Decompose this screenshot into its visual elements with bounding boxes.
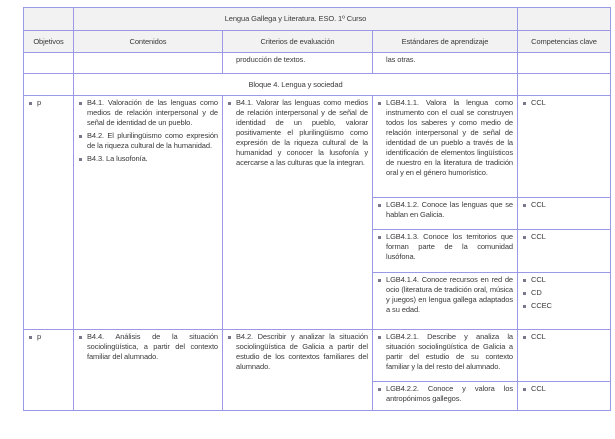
col-header-competencias: Competencias clave: [518, 31, 611, 53]
estandar-cell: [373, 230, 518, 273]
competencias-cell: [518, 382, 611, 411]
estandar-cell: [373, 273, 518, 330]
curriculum-table: [23, 7, 611, 411]
col-header-contenidos: Contenidos: [74, 31, 223, 53]
estandar-text: LGB4.1.1. Valora la lengua como instrumento con el cual se construyen todos los saberes y como medio de relación interpersonal y de señal de identidad de un pueblo a través de la identificación de elementos lingüísticos de nuestro en la literatura de tradición oral y en el género humorístico.: [386, 98, 513, 177]
cont-estandares-text: las otras.: [386, 55, 416, 64]
estandar-text: LGB4.1.4. Conoce recursos en red de ocio (literatura de tradición oral, música y juegos) en lengua gallega adaptados a su edad.: [386, 275, 513, 314]
estandar-cell: [373, 330, 518, 382]
bullet-icon: [79, 102, 82, 105]
list-item: [78, 131, 218, 151]
list-item: [522, 200, 606, 210]
competencia-text: CD: [531, 288, 542, 297]
bullet-icon: [523, 204, 526, 207]
estandar-text: LGB4.2.1. Describe y analiza la situación sociolingüística de Galicia a partir del estudio de su contexto familiar y la del resto del alumnado.: [386, 332, 513, 371]
competencia-text: CCL: [531, 98, 546, 107]
criterios-cell: [223, 330, 373, 411]
estandar-cell: [373, 96, 518, 198]
bullet-icon: [523, 236, 526, 239]
objetivos-cell: [24, 96, 74, 330]
estandar-cell: [373, 198, 518, 230]
bullet-icon: [523, 388, 526, 391]
list-item: [522, 275, 606, 285]
objetivos-cell: [24, 330, 74, 411]
criterio-text: B4.1. Valorar las lenguas como medios de relación interpersonal y de señal de identidad de un pueblo, valorar positivamente el plurilingüismo como expresión de la riqueza cultural de la humanidad y conocer la lusofonía y acercarse a las culturas que la integran.: [236, 98, 368, 167]
list-item: [377, 384, 513, 404]
table-title: Lengua Gallega y Literatura. ESO. 1º Curso: [74, 8, 518, 31]
list-item: [522, 384, 606, 394]
bullet-icon: [523, 279, 526, 282]
list-item: [28, 98, 69, 108]
list-item: [522, 332, 606, 342]
contenido-text: B4.1. Valoración de las lenguas como medios de relación interpersonal y de señal de identidad de un pueblo.: [87, 98, 218, 127]
criterio-text: B4.2. Describir y analizar la situación sociolingüística de Galicia a partir del estudio de los contextos familiares del alumnado.: [236, 332, 368, 371]
competencias-cell: [518, 198, 611, 230]
list-item: [227, 98, 368, 168]
bullet-icon: [79, 336, 82, 339]
competencias-cell: [518, 273, 611, 330]
title-row-empty-left: [24, 8, 74, 31]
list-item: [377, 98, 513, 178]
bullet-icon: [228, 336, 231, 339]
cont-criterios-text: producción de textos.: [236, 55, 306, 64]
cont-estandares-cell: [373, 53, 518, 74]
list-item: [227, 332, 368, 372]
objetivo-text: p: [37, 332, 42, 341]
col-header-criterios: Criterios de evaluación: [223, 31, 373, 53]
bullet-icon: [29, 336, 32, 339]
bloque-row-empty-right: [518, 74, 611, 96]
contenidos-cell: [74, 96, 223, 330]
competencia-text: CCL: [531, 332, 546, 341]
list-item: [78, 332, 218, 362]
bullet-icon: [378, 279, 381, 282]
col-header-objetivos: Objetivos: [24, 31, 74, 53]
col-header-estandares: Estándares de aprendizaje: [373, 31, 518, 53]
cont-contenidos-cell: [74, 53, 223, 74]
bloque-header: Bloque 4. Lengua y sociedad: [74, 74, 518, 96]
competencia-text: CCL: [531, 200, 546, 209]
competencias-cell: [518, 330, 611, 382]
competencia-text: CCL: [531, 384, 546, 393]
bullet-icon: [378, 388, 381, 391]
contenido-text: B4.4. Análisis de la situación sociolingüística, a partir del contexto familiar del alumnado.: [87, 332, 218, 361]
estandar-text: LGB4.2.2. Conoce y valora los antropónimos gallegos.: [386, 384, 513, 403]
bullet-icon: [29, 102, 32, 105]
list-item: [377, 200, 513, 220]
cont-competencias-cell: [518, 53, 611, 74]
objetivo-text: p: [37, 98, 42, 107]
list-item: [28, 332, 69, 342]
bullet-icon: [378, 204, 381, 207]
cont-objetivos-cell: [24, 53, 74, 74]
bullet-icon: [79, 135, 82, 138]
competencia-text: CCL: [531, 275, 546, 284]
bullet-icon: [378, 336, 381, 339]
estandar-text: LGB4.1.2. Conoce las lenguas que se hablan en Galicia.: [386, 200, 513, 219]
bullet-icon: [378, 102, 381, 105]
bullet-icon: [378, 236, 381, 239]
list-item: [377, 275, 513, 315]
criterios-cell: [223, 96, 373, 330]
list-item: [522, 98, 606, 108]
list-item: [78, 98, 218, 128]
list-item: [522, 232, 606, 242]
estandar-text: LGB4.1.3. Conoce los territorios que forman parte de la comunidad lusófona.: [386, 232, 513, 261]
contenidos-cell: [74, 330, 223, 411]
list-item: [377, 332, 513, 372]
list-item: [78, 154, 218, 164]
bullet-icon: [523, 305, 526, 308]
bloque-row-empty-left: [24, 74, 74, 96]
bullet-icon: [523, 336, 526, 339]
cont-criterios-cell: [223, 53, 373, 74]
list-item: [377, 232, 513, 262]
list-item: [522, 301, 606, 311]
bullet-icon: [228, 102, 231, 105]
title-row-empty-right: [518, 8, 611, 31]
competencia-text: CCEC: [531, 301, 552, 310]
estandar-cell: [373, 382, 518, 411]
bullet-icon: [523, 292, 526, 295]
contenido-text: B4.2. El plurilingüismo como expresión de la riqueza cultural de la humanidad.: [87, 131, 218, 150]
contenido-text: B4.3. La lusofonía.: [87, 154, 148, 163]
competencias-cell: [518, 230, 611, 273]
list-item: [522, 288, 606, 298]
bullet-icon: [523, 102, 526, 105]
bullet-icon: [79, 158, 82, 161]
competencias-cell: [518, 96, 611, 198]
competencia-text: CCL: [531, 232, 546, 241]
